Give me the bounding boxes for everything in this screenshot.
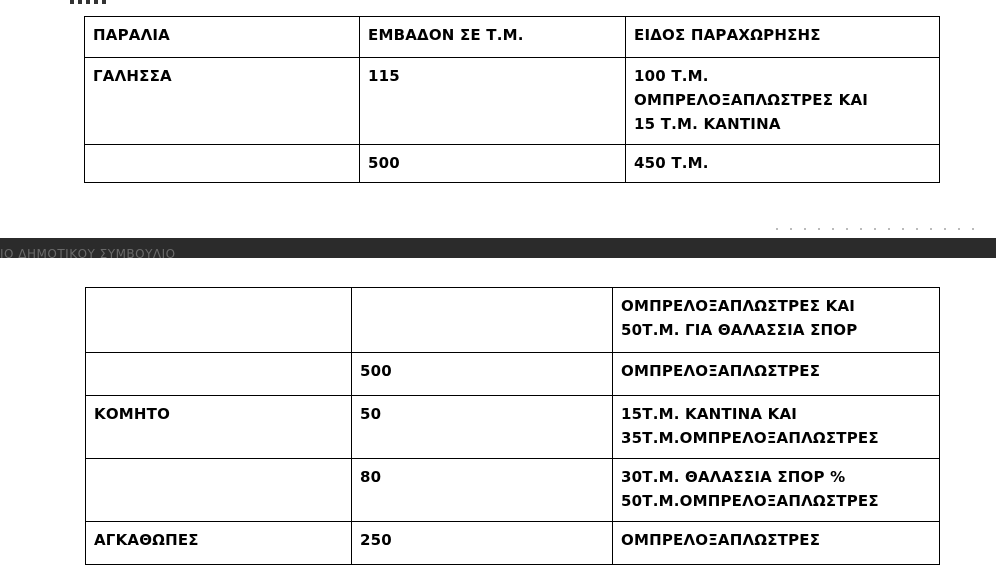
table-row [86,459,940,522]
cell-beach [86,459,352,522]
cell-area: 250 [352,522,613,565]
cell-beach [85,145,360,183]
cell-beach: ΓΑΛΗΣΣΑ [85,58,360,145]
cell-concession-type: 100 Τ.Μ. ΟΜΠΡΕΛΟΞΑΠΛΩΣΤΡΕΣ ΚΑΙ 15 Τ.Μ. ΚΑΝΤΙΝΑ [626,58,940,145]
faded-page-header: ΙΟ ΔΗΜΟΤΙΚΟΥ ΣΥΜΒΟΥΛΙΟ [0,247,176,258]
table-row [86,288,940,353]
header-concession-type: ΕΙΔΟΣ ΠΑΡΑΧΩΡΗΣΗΣ [626,17,940,58]
concessions-table-bottom [85,287,940,565]
cell-area: 500 [352,353,613,396]
cell-area [352,288,613,353]
table-row [86,353,940,396]
cell-concession-type: ΟΜΠΡΕΛΟΞΑΠΛΩΣΤΡΕΣ ΚΑΙ 50Τ.Μ. ΓΙΑ ΘΑΛΑΣΣΙΑ ΣΠΟΡ [613,288,940,353]
concessions-table-top [84,16,940,183]
cell-area: 115 [360,58,626,145]
header-area: ΕΜΒΑΔΟΝ ΣΕ Τ.Μ. [360,17,626,58]
cell-concession-type: ΟΜΠΡΕΛΟΞΑΠΛΩΣΤΡΕΣ [613,353,940,396]
cell-area: 50 [352,396,613,459]
table-row [85,58,940,145]
table-row [86,396,940,459]
scan-artifact-dots [776,228,976,230]
cell-concession-type: ΟΜΠΡΕΛΟΞΑΠΛΩΣΤΡΕΣ [613,522,940,565]
cell-beach [86,288,352,353]
cell-concession-type: 15Τ.Μ. ΚΑΝΤΙΝΑ ΚΑΙ 35Τ.Μ.ΟΜΠΡΕΛΟΞΑΠΛΩΣΤΡΕΣ [613,396,940,459]
header-beach: ΠΑΡΑΛΙΑ [85,17,360,58]
scan-artifact-marks [70,0,110,4]
table-row [86,522,940,565]
cell-concession-type: 450 Τ.Μ. [626,145,940,183]
table-row [85,145,940,183]
cell-area: 80 [352,459,613,522]
table-header-row [85,17,940,58]
cell-beach [86,353,352,396]
cell-beach: ΑΓΚΑΘΩΠΕΣ [86,522,352,565]
page-break-bar [0,238,996,258]
cell-beach: ΚΟΜΗΤΟ [86,396,352,459]
cell-concession-type: 30Τ.Μ. ΘΑΛΑΣΣΙΑ ΣΠΟΡ % 50Τ.Μ.ΟΜΠΡΕΛΟΞΑΠΛΩΣΤΡΕΣ [613,459,940,522]
cell-area: 500 [360,145,626,183]
